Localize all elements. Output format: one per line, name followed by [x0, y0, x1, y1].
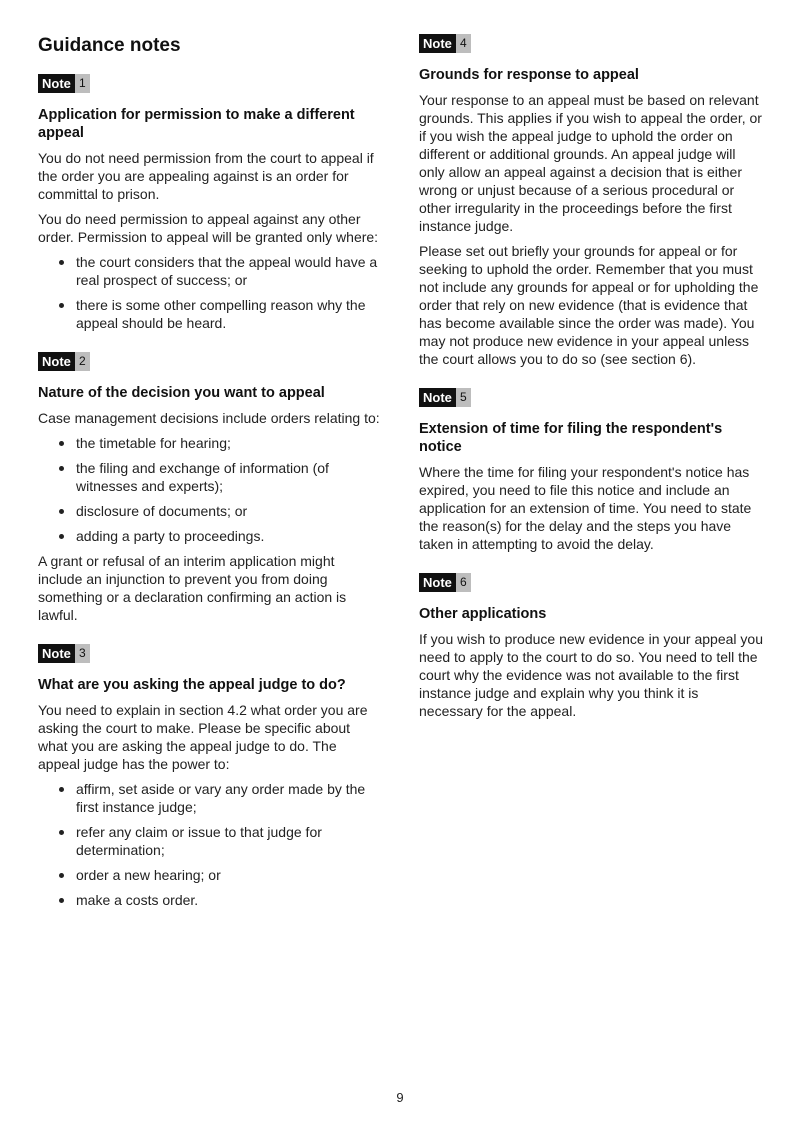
note-6-heading: Other applications	[419, 606, 547, 622]
note-5-badge	[419, 388, 471, 407]
note-6-badge	[419, 573, 471, 592]
bullet-item: affirm, set aside or vary any order made by the first instance judge;	[38, 780, 380, 816]
bullet-item: the filing and exchange of information (of witnesses and experts);	[38, 459, 380, 495]
bullet-item: refer any claim or issue to that judge for determination;	[38, 823, 380, 859]
right-column	[419, 34, 765, 740]
note-5-heading: Extension of time for filing the respondent's notice	[419, 421, 723, 455]
note-label: Note	[419, 388, 456, 407]
note-3-heading: What are you asking the appeal judge to do?	[38, 677, 346, 693]
note-2-section	[38, 352, 380, 624]
note-6-section	[419, 573, 765, 720]
note-1-section	[38, 74, 380, 332]
note-number: 1	[75, 74, 90, 93]
bullet-item: order a new hearing; or	[38, 866, 380, 884]
bullet-item: the timetable for hearing;	[38, 434, 380, 452]
note-2-paragraph-1: Case management decisions include orders relating to:	[38, 410, 380, 426]
note-4-paragraph-1: Your response to an appeal must be based on relevant grounds. This applies if you wish to appeal the order, or if you wish the appeal judge to uphold the order on different or additional grounds. An appeal judge will only allow an appeal against a decision that is either wrong or unjust because of a serious procedural or other irregularity in the proceedings before the first instance judge.	[419, 92, 762, 234]
note-2-heading: Nature of the decision you want to appeal	[38, 385, 325, 401]
note-2-badge	[38, 352, 90, 371]
note-4-badge	[419, 34, 471, 53]
note-3-badge	[38, 644, 90, 663]
note-label: Note	[38, 74, 75, 93]
note-3-bullet-list	[38, 780, 380, 909]
note-1-paragraph-1: You do not need permission from the court to appeal if the order you are appealing against is an order for committal to prison.	[38, 150, 374, 202]
note-number: 2	[75, 352, 90, 371]
note-5-section	[419, 388, 765, 553]
note-label: Note	[419, 573, 456, 592]
note-label: Note	[38, 352, 75, 371]
page-number: 9	[396, 1090, 404, 1105]
note-label: Note	[38, 644, 75, 663]
note-2-bullet-list	[38, 434, 380, 545]
page-title: Guidance notes	[38, 35, 181, 56]
bullet-item: make a costs order.	[38, 891, 380, 909]
note-number: 4	[456, 34, 471, 53]
note-1-bullet-list	[38, 253, 380, 332]
note-number: 3	[75, 644, 90, 663]
note-2-paragraph-2: A grant or refusal of an interim application might include an injunction to prevent you from doing something or a declaration confirming an action is lawful.	[38, 553, 347, 623]
bullet-item: disclosure of documents; or	[38, 502, 380, 520]
bullet-item: adding a party to proceedings.	[38, 527, 380, 545]
note-3-section	[38, 644, 380, 909]
left-column	[38, 34, 380, 929]
note-4-paragraph-2: Please set out briefly your grounds for appeal or for seeking to uphold the order. Remember that you must not include any grounds for appeal or for upholding the order that rely on new evidence (that is evidence that has become available since the order was made). You may not produce new evidence in your appeal unless the court allows you to do so (see section 6).	[419, 243, 759, 367]
note-label: Note	[419, 34, 456, 53]
note-6-paragraph-1: If you wish to produce new evidence in your appeal you need to apply to the court to do so. You need to tell the court why the evidence was not available to the first instance judge and explain why you think it is necessary for the appeal.	[419, 631, 763, 719]
note-1-heading: Application for permission to make a different appeal	[38, 107, 355, 141]
note-4-section	[419, 34, 765, 368]
bullet-item: the court considers that the appeal would have a real prospect of success; or	[38, 253, 380, 289]
note-5-paragraph-1: Where the time for filing your respondent's notice has expired, you need to file this notice and include an application for an extension of time. You need to state the reason(s) for the delay and the steps you have taken in attempting to avoid the delay.	[419, 464, 752, 552]
note-number: 5	[456, 388, 471, 407]
bullet-item: there is some other compelling reason why the appeal should be heard.	[38, 296, 380, 332]
note-1-badge	[38, 74, 90, 93]
note-4-heading: Grounds for response to appeal	[419, 67, 639, 83]
note-number: 6	[456, 573, 471, 592]
note-1-paragraph-2: You do need permission to appeal against any other order. Permission to appeal will be granted only where:	[38, 211, 379, 245]
note-3-paragraph-1: You need to explain in section 4.2 what order you are asking the court to make. Please be specific about what you are asking the appeal judge to do. The appeal judge has the power to:	[38, 702, 368, 772]
